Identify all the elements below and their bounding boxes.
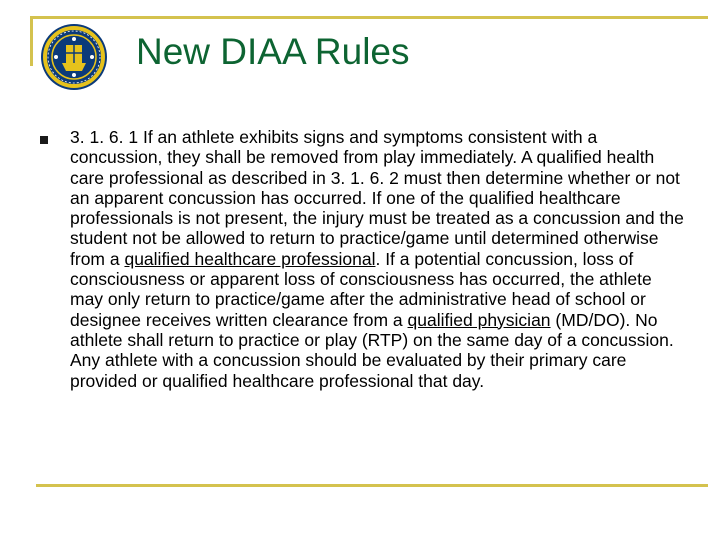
top-accent-line [30, 16, 708, 19]
qualified-healthcare-professional-link[interactable]: qualified healthcare professional [124, 248, 376, 269]
square-bullet-icon [40, 136, 48, 144]
rule-text-part-2: . If a potential concussion, loss of consciousness or apparent loss of consciousness has occurred, the athlete may only return to practice/game after the administrative head of school or designee receives written clearance from a [70, 248, 652, 330]
diaa-seal-icon [40, 23, 108, 91]
left-accent-line [30, 16, 33, 66]
rule-text-part-3: (MD/DO). No athlete shall return to practice or play (RTP) on the same day of a concussion. Any athlete with a concussion should be evaluated by their primary care provided or qualified healthcare professional that day. [70, 309, 674, 391]
rule-text-part-1: 3. 1. 6. 1 If an athlete exhibits signs and symptoms consistent with a concussion, they shall be removed from play immediately. A qualified health care professional as described in 3. 1. 6. 2 must then determine whether or not an apparent concussion has occurred. If one of the qualified healthcare professionals is not present, the injury must be treated as a concussion and the student not be allowed to return to practice/game until determined otherwise from a [70, 127, 684, 269]
bottom-accent-line [36, 484, 708, 487]
rule-paragraph [70, 127, 685, 391]
slide-title: New DIAA Rules [136, 31, 410, 72]
qualified-physician-link[interactable]: qualified physician [407, 309, 551, 330]
